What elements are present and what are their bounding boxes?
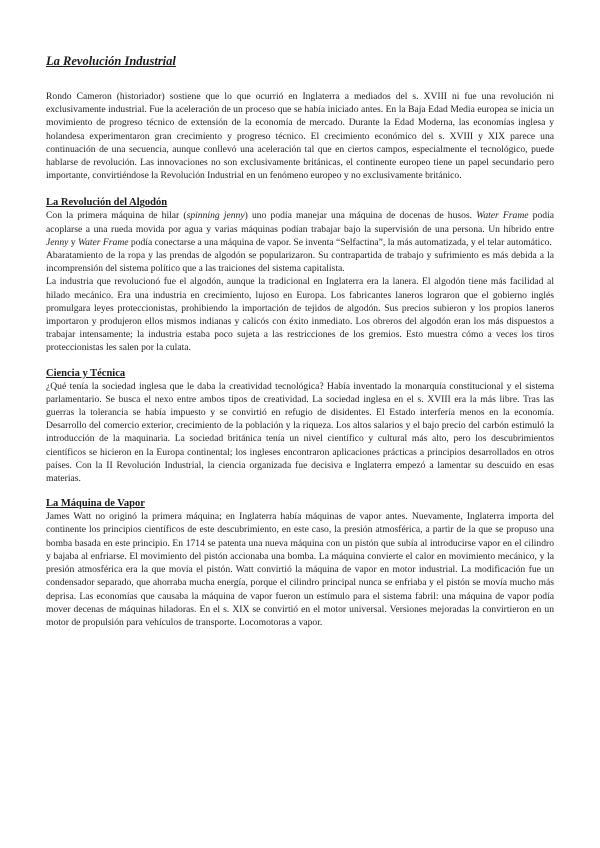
section-vapor — [46, 497, 554, 629]
section-heading-vapor: La Máquina de Vapor — [46, 498, 145, 510]
spacer — [46, 485, 554, 497]
ciencia-paragraph-1: ¿Qué tenía la sociedad inglesa que le daba la creatividad tecnológica? Había inventado la monarquía constitucional y el sistema parlamentario. Se busca el nexo entre ambos tipos de creatividad. La sociedad inglesa en el s. XVIII era la más libre. Tras las guerras la tolerancia se había impuesto y se convirtió en refugio de disidentes. El Estado interfería menos en la economía. Desarrollo del comercio exterior, crecimiento de la población y la riqueza. Los altos salarios y el bajo precio del carbón estimuló la introducción de la maquinaria. La sociedad británica tenía un nivel científico y cultural más alto, pero los descubrimientos científicos se hicieron en la Europa continental; los ingleses encontraron aplicaciones prácticas a principios desarrollados en otros países. Con la II Revolución Industrial, la ciencia organizada fue decisiva e Inglaterra empezó a lamentar su descuido en esas materias. — [46, 380, 554, 485]
document-title: La Revolución Industrial — [46, 54, 176, 68]
italic-term: Water Frame — [476, 210, 529, 222]
text-run: y — [68, 236, 78, 248]
section-ciencia — [46, 367, 554, 486]
section-heading-algodon: La Revolución del Algodón — [46, 197, 168, 209]
vapor-paragraph-1: James Watt no originó la primera máquina; en Inglaterra había máquinas de vapor antes. Nuevamente, Inglaterra importa del continente los principios científicos de este descubrimiento, en este caso, la presión atmosférica, a partir de la que se propuso una bomba basada en este principio. En 1714 se patenta una nueva máquina con un pistón que subía al introducirse vapor en el cilindro y bajaba al enfriarse. El movimiento del pistón accionaba una bomba. La máquina convierte el calor en movimiento mecánico, y la presión atmosférica era la que movía el pistón. Watt convirtió la máquina de vapor en motor industrial. La modificación fue un condensador separado, que ahorraba mucha energía, porque el cilindro principal nunca se enfriaba y el pistón se movía mucho más deprisa. Las economías que causaba la máquina de vapor fueron un estímulo para el sistema fabril: una máquina de vapor podía mover decenas de máquinas hiladoras. En el s. XIX se convirtió en el motor universal. Versiones mejoradas la convirtieron en un motor de propulsión para vehículos de transporte. Locomotoras a vapor. — [46, 511, 554, 628]
spacer — [46, 355, 554, 367]
section-algodon — [46, 196, 554, 354]
text-run: Con la primera máquina de hilar ( — [46, 210, 187, 222]
text-run: podía conectarse a una máquina de vapor. Se inventa “Selfactina”, la más automatizada, y el telar automático. — [128, 236, 552, 248]
text-run: ) uno podía manejar una máquina de docenas de husos. — [244, 210, 477, 222]
spacer — [46, 182, 554, 195]
algodon-paragraph-2: Abaratamiento de la ropa y las prendas de algodón se popularizaron. Su contrapartida de trabajo y sufrimiento es más debida a la incomprensión del sistema político que a las traiciones del sistema capitalista. — [46, 250, 554, 275]
italic-term: Jenny — [46, 236, 69, 248]
algodon-paragraph-3: La industria que revolucionó fue el algodón, aunque la tradicional en Inglaterra era la lanera. El algodón tiene más facilidad al hilado mecánico. Era una industria en crecimiento, lujoso en Europa. Los fabricantes laneros lograron que el gobierno inglés promulgara leyes proteccionistas, prohibiendo la importación de tejidos de algodón. Sus precios subieron y los propios laneros importaron y produjeron ellos mismos indianas y calicós con éxito inmediato. Los obreros del algodón eran los más dispuestos a trabajar intensamente; la industria estaba poco sujeta a las restricciones de los gremios. Esto muestra cómo a veces los tiros proteccionistas les salen por la culata. — [46, 276, 554, 354]
algodon-paragraph-1 — [46, 209, 554, 249]
intro-paragraph: Rondo Cameron (historiador) sostiene que lo que ocurrió en Inglaterra a mediados del s. XVIII ni fue una revolución ni exclusivamente industrial. Fue la aceleración de un proceso que se había iniciado antes. En la Baja Edad Media europea se inicia un movimiento de progreso técnico de extensión de la economía de mercado. Durante la Edad Moderna, las economías inglesa y holandesa experimentaron gran crecimiento y progreso técnico. El crecimiento económico del s. XVIII y XIX parece una continuación de una secuencia, aunque conllevó una aceleración tal que en ciertos campos, especialmente el tecnológico, puede hablarse de revolución. Las innovaciones no son exclusivamente británicas, el continente europeo tiene un papel secundario pero importante, convirtiéndose la Revolución Industrial en un fenómeno europeo y no exclusivamente británico. — [46, 91, 554, 182]
text-run: podía acoplarse a una rueda movida por agua y varias máquinas podían trabajar bajo la supervisión de una persona. Un híbrido entre — [46, 210, 554, 235]
italic-term: spinning jenny — [186, 210, 245, 222]
italic-term: Water Frame — [77, 236, 129, 248]
section-heading-ciencia: Ciencia y Técnica — [46, 367, 126, 379]
